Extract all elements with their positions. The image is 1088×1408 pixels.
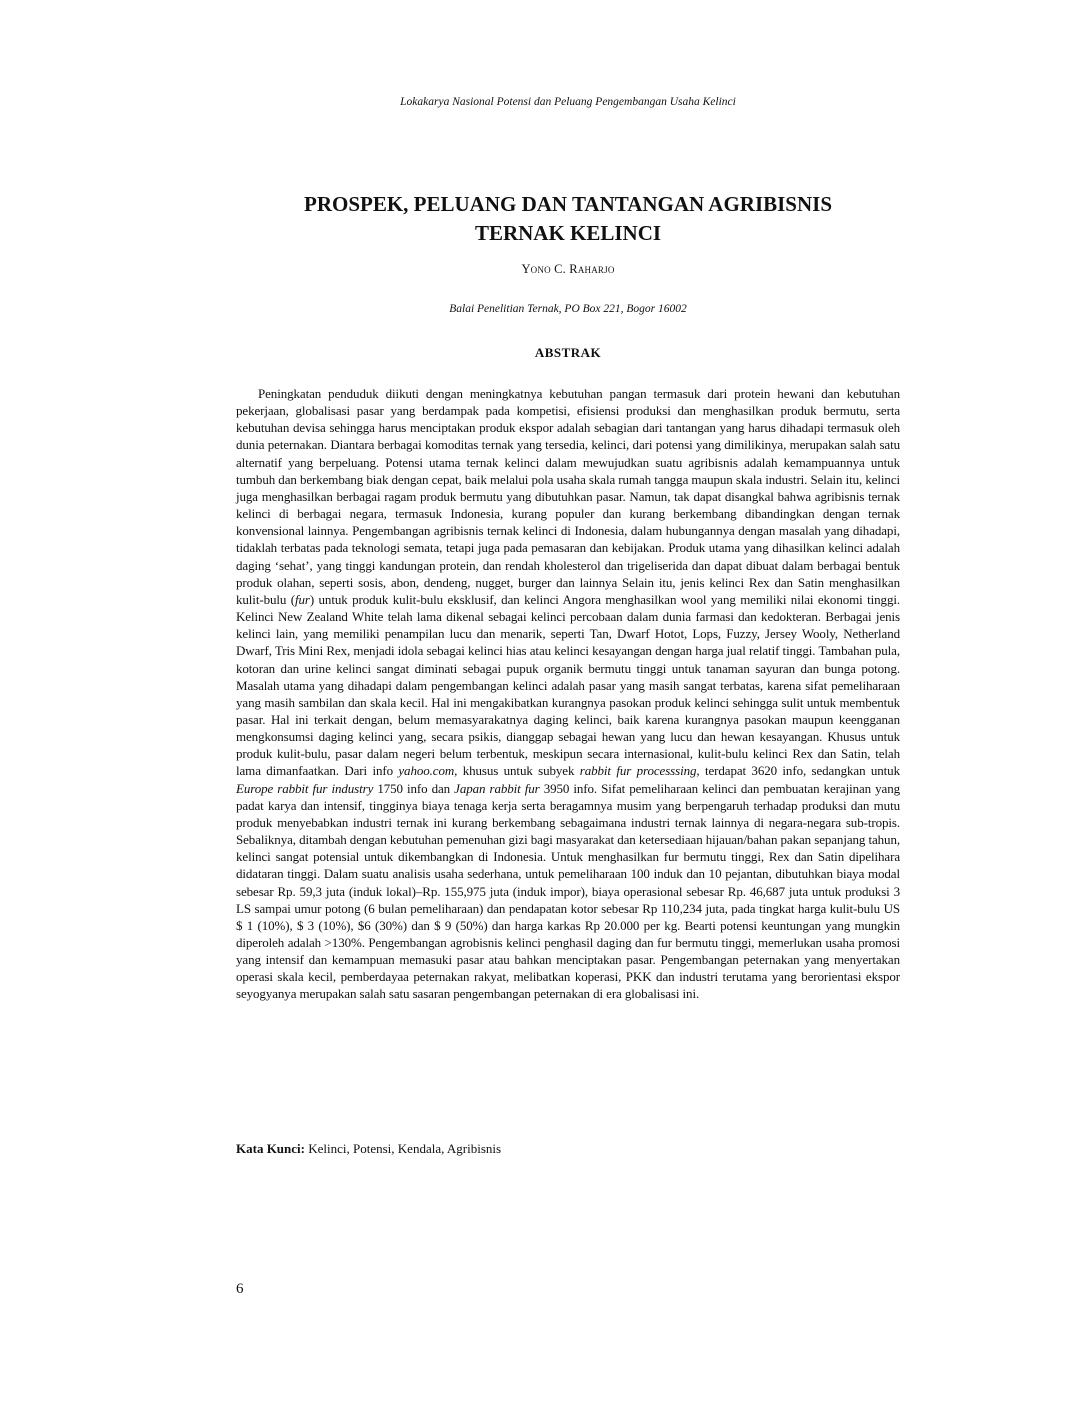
abstract-text-part: 1750 info dan	[373, 780, 455, 796]
page-number: 6	[236, 1281, 244, 1297]
abstract-italic-term: fur	[294, 591, 310, 607]
abstract-italic-term: Japan rabbit fur	[454, 780, 540, 796]
keywords-label: Kata Kunci:	[236, 1141, 305, 1156]
abstract-italic-term: Europe rabbit fur industry	[236, 780, 374, 796]
author-name: Yono C. Raharjo	[521, 262, 615, 276]
abstract-text-part: ) untuk produk kulit-bulu eksklusif, dan kelinci Angora menghasilkan wool yang memiliki nilai ekonomi tinggi. Kelinci New Zealand White telah lama dikenal sebagai kelinci percobaan dalam dunia farmasi dan kedokteran. Berbagai jenis kelinci lain, yang memiliki penampilan lucu dan menarik, seperti Tan, Dwarf Hotot, Lops, Fuzzy, Jersey Wooly, Netherland Dwarf, Tris Mini Rex, menjadi idola sebagai kelinci hias atau kelinci kesayangan dengan harga jual relatif tinggi. Tambahan pula, kotoran dan urine kelinci sangat diminati sebagai pupuk organik bermutu tinggi untuk tanaman sayuran dan bunga potong. Masalah utama yang dihadapi dalam pengembangan kelinci adalah pasar yang masih sangat terbatas, karena sifat pemeliharaan yang masih sambilan dan skala kecil. Hal ini mengakibatkan kurangnya pasokan produk kelinci sehingga sulit untuk membentuk pasar. Hal ini terkait dengan, belum memasyarakatnya daging kelinci, baik karena kurangnya pasokan maupun keengganan mengkonsumsi daging kelinci yang, secara psikis, dianggap sebagai hewan yang lucu dan hewan kesayangan. Khusus untuk produk kulit-bulu, pasar dalam negeri belum terbentuk, meskipun secara internasional, kulit-bulu kelinci Rex dan Satin, telah lama dimanfaatkan. Dari info	[236, 591, 900, 779]
abstract-text-part: 3950 info. Sifat pemeliharaan kelinci dan pembuatan kerajinan yang padat karya dan intensif, tingginya biaya tenaga kerja serta beragamnya musim yang berpengaruh terhadap produksi dan mutu produk menyebabkan industri ternak ini kurang berkembang sebagaimana industri ternak lainnya di negara-negara sub-tropis. Sebaliknya, ditambah dengan kebutuhan pemenuhan gizi bagi masyarakat dan ketersediaan hijauan/bahan pakan sepanjang tahun, kelinci sangat potensial untuk dikembangkan di Indonesia. Untuk menghasilkan fur bermutu tinggi, Rex dan Satin dipelihara didataran tinggi. Dalam suatu analisis usaha sederhana, untuk pemeliharaan 100 induk dan 10 pejantan, dibutuhkan biaya modal sebesar Rp. 59,3 juta (induk lokal)–Rp. 155,975 juta (induk impor), biaya operasional sebesar Rp. 46,687 juta untuk produksi 3 LS sampai umur potong (6 bulan pemeliharaan) dan pendapatan kotor sebesar Rp 110,234 juta, pada tingkat harga kulit-bulu US $ 1 (10%), $ 3 (10%), $6 (30%) dan $ 9 (50%) dan harga karkas Rp 20.000 per kg. Bearti potensi keuntungan yang mungkin diperoleh adalah >130%. Pengembangan agrobisnis kelinci penghasil daging dan fur bermutu tinggi, memerlukan usaha promosi yang intensif dan kemampuan memasuki pasar atau bahkan menciptakan pasar. Pengembangan peternakan yang menyertakan operasi skala kecil, pemberdayaa peternakan rakyat, melibatkan koperasi, PKK dan industri terutama yang berorientasi ekspor seyogyanya merupakan salah satu sasaran pengembangan peternakan di era globalisasi ini.	[236, 780, 901, 1002]
author-affiliation: Balai Penelitian Ternak, PO Box 221, Bogor 16002	[449, 303, 687, 315]
running-header: Lokakarya Nasional Potensi dan Peluang Pengembangan Usaha Kelinci	[400, 96, 736, 108]
keywords	[236, 1141, 900, 1157]
paper-title-line-2: TERNAK KELINCI	[474, 221, 662, 245]
abstract-text-part: Peningkatan penduduk diikuti dengan meningkatnya kebutuhan pangan termasuk dari protein hewani dan kebutuhan pekerjaan, globalisasi pasar yang berdampak pada kompetisi, efisiensi produksi dan menghasilkan produk bermutu, serta kebutuhan devisa sehingga harus menciptakan produk ekspor adalah sebagian dari tantangan yang harus dihadapi termasuk oleh dunia peternakan. Diantara berbagai komoditas ternak yang tersedia, kelinci, dari potensi yang dimilikinya, merupakan salah satu alternatif yang berpeluang. Potensi utama ternak kelinci dalam mewujudkan suatu agribisnis adalah kemampuannya untuk tumbuh dan berkembang biak dengan cepat, baik melalui pola usaha skala rumah tangga maupun skala industri. Selain itu, kelinci juga menghasilkan berbagai ragam produk bermutu yang dibutuhkan pasar. Namun, tak dapat disangkal bahwa agribisnis ternak kelinci di berbagai negara, termasuk Indonesia, kurang populer dan kurang berkembang dibandingkan dengan ternak konvensional lainnya. Pengembangan agribisnis ternak kelinci di Indonesia, dalam hubungannya dengan masalah yang dihadapi, tidaklah terbatas pada teknologi semata, tetapi juga pada pemasaran dan kebijakan. Produk utama yang dihasilkan kelinci adalah daging ‘sehat’, yang tinggi kandungan protein, dan rendah kholesterol dan trigeliserida dan dapat dibuat dalam berbagai bentuk produk olahan, seperti sosis, abon, dendeng, nugget, burger dan lainnya Selain itu, jenis kelinci Rex dan Satin menghasilkan kulit-bulu (	[236, 386, 900, 607]
abstract-heading: ABSTRAK	[534, 345, 602, 360]
abstract-text-part: , khusus untuk subyek	[454, 763, 580, 779]
paper-title	[236, 190, 900, 248]
paper-title-line-1: PROSPEK, PELUANG DAN TANTANGAN AGRIBISNIS	[304, 192, 832, 216]
abstract-text	[236, 385, 900, 1003]
keywords-values: Kelinci, Potensi, Kendala, Agribisnis	[304, 1141, 502, 1156]
abstract-italic-term: rabbit fur processsing	[579, 763, 697, 779]
abstract-text-part: , terdapat 3620 info, sedangkan untuk	[696, 763, 900, 779]
abstract-italic-term: yahoo.com	[398, 763, 455, 779]
